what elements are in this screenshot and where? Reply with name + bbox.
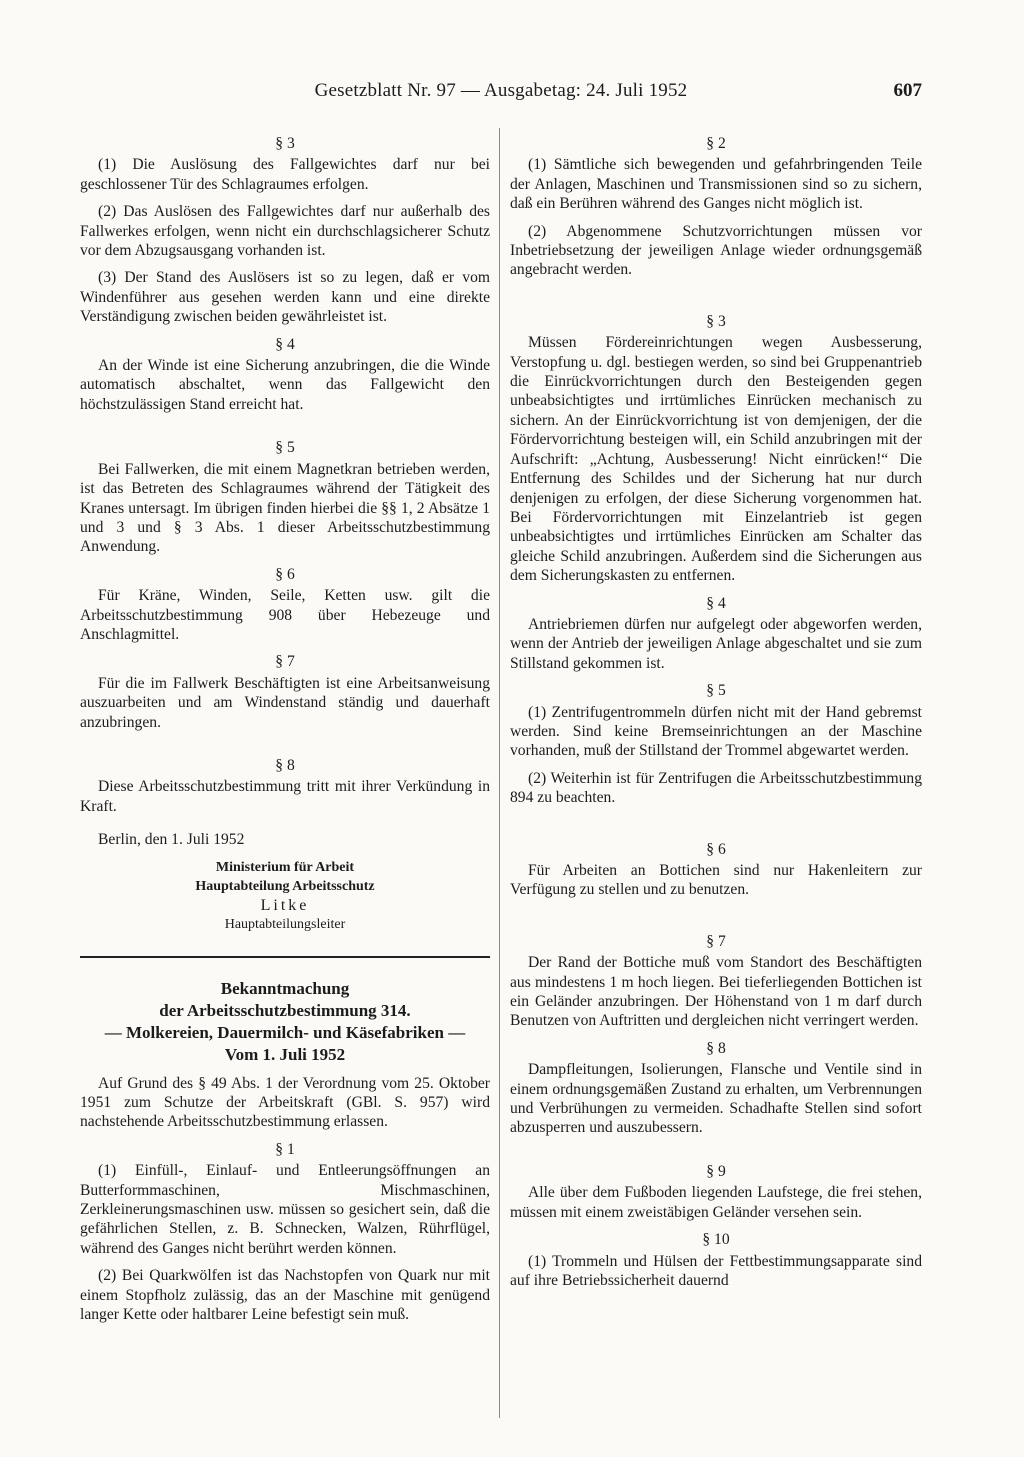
left-column [80, 128, 490, 1332]
section-heading: § 8 [275, 756, 295, 774]
section-heading: § 7 [706, 932, 726, 950]
paragraph: (1) Sämtliche sich bewegenden und gefahrbringenden Teile der Anlagen, Maschinen und Transmissionen sind so zu sichern, daß ein Berühren während des Ganges nicht möglich ist. [510, 156, 922, 213]
section-heading: § 9 [706, 1162, 726, 1180]
paragraph: (2) Das Auslösen des Fallgewichtes darf nur außerhalb des Fallwerkes erfolgen, wenn nicht ein durchschlagsicherer Schutz vor dem Abzugsausgang vorhanden ist. [80, 203, 490, 260]
section-heading: § 8 [706, 1039, 726, 1057]
paragraph: (2) Abgenommene Schutzvorrichtungen müssen vor Inbetriebsetzung der jeweiligen Anlage wieder ordnungsgemäß angebracht werden. [510, 222, 922, 279]
paragraph: (1) Trommeln und Hülsen der Fettbestimmungsapparate sind auf ihre Betriebssicherheit dauernd [510, 1252, 922, 1289]
notice-date: Vom 1. Juli 1952 [224, 1044, 346, 1064]
page-header [80, 80, 922, 110]
paragraph: (3) Der Stand des Auslösers ist so zu legen, daß er vom Windenführer aus gesehen werden kann und eine direkte Verständigung zwischen beiden gewährleistet ist. [80, 269, 490, 326]
paragraph: (1) Zentrifugentrommeln dürfen nicht mit der Hand gebremst werden. Sind keine Bremseinrichtungen an der Maschine vorhanden, muß der Stillstand der Trommel abgewartet werden. [510, 703, 922, 760]
section-divider [80, 956, 490, 958]
paragraph: (1) Einfüll-, Einlauf- und Entleerungsöffnungen an Butterformmaschinen, Mischmaschinen, Zerkleinerungsmaschinen usw. müssen so gesichert sein, daß die gefährlichen Stellen, z. B. Schnecken, Walzen, Rührflügel, während des Ganges nicht berührt werden können. [80, 1162, 490, 1257]
signature-department: Hauptabteilung Arbeitsschutz [195, 878, 375, 894]
right-column [510, 128, 922, 1298]
section-heading: § 6 [706, 840, 726, 858]
section-heading: § 5 [275, 439, 295, 457]
signature-ministry: Ministerium für Arbeit [215, 859, 355, 875]
paragraph: Auf Grund des § 49 Abs. 1 der Verordnung vom 25. Oktober 1951 zum Schutze der Arbeitskraft (GBl. S. 957) wird nachstehende Arbeitsschutzbestimmung erlassen. [80, 1074, 490, 1131]
notice-heading-2: der Arbeitsschutzbestimmung 314. [159, 1000, 411, 1020]
section-heading: § 6 [275, 565, 295, 583]
paragraph: Antriebriemen dürfen nur aufgelegt oder abgeworfen werden, wenn der Antrieb der jeweiligen Anlage abgeschaltet und sie zum Stillstand gekommen ist. [510, 615, 922, 672]
notice-heading-3: — Molkereien, Dauermilch- und Käsefabriken — [104, 1022, 466, 1042]
paragraph: Müssen Fördereinrichtungen wegen Ausbesserung, Verstopfung u. dgl. bestiegen werden, so sind bei Gruppenantrieb die Einrückvorrichtungen durch den Besteigenden gegen unbeabsichtigtes und irrtümliches Einrücken mechanisch zu sichern. An der Einrückvorrichtung ist von demjenigen, der die Fördervorrichtung besteigen will, ein Schild anzubringen mit der Aufschrift: „Achtung, Ausbesserung! Nicht einrücken!“ Die Entfernung des Schildes und der Sicherung hat nur durch denjenigen zu erfolgen, der diese Sicherung vorgenommen hat. Bei Fördervorrichtungen mit Einzelantrieb ist gegen unbeabsichtigtes und irrtümliches Einrücken am Schalter das gleiche Schild anzubringen. Außerdem sind die Sicherungen aus dem Sicherungskasten zu entfernen. [510, 334, 922, 585]
paragraph: Der Rand der Bottiche muß vom Standort des Beschäftigten aus mindestens 1 m hoch liegen. Bei tieferliegenden Bottichen ist ein Geländer anzubringen. Der Höhenstand von 1 m darf durch Benutzen von Auftritten und dergleichen nicht verringert werden. [510, 954, 922, 1030]
notice-heading-1: Bekanntmachung [220, 978, 350, 998]
page-number: 607 [893, 80, 922, 101]
section-heading: § 4 [275, 335, 295, 353]
paragraph: Dampfleitungen, Isolierungen, Flansche und Ventile sind in einem ordnungsgemäßen Zustand zu erhalten, um Verbrennungen und Verbrühungen zu vermeiden. Schadhafte Stellen sind sofort abzusperren und auszubessern. [510, 1061, 922, 1137]
header-title: Gesetzblatt Nr. 97 — Ausgabetag: 24. Juli 1952 [314, 80, 688, 101]
section-heading: § 7 [275, 653, 295, 671]
section-heading: § 3 [706, 312, 726, 330]
paragraph: Für Arbeiten an Bottichen sind nur Hakenleitern zur Verfügung zu stellen und zu benutzen. [510, 862, 922, 899]
paragraph: Für Kräne, Winden, Seile, Ketten usw. gilt die Arbeitsschutzbestimmung 908 über Hebezeuge und Anschlagmittel. [80, 587, 490, 643]
paragraph: (2) Bei Quarkwölfen ist das Nachstopfen von Quark nur mit einem Stopfholz zulässig, das an der Maschine mit genügend langer Kette oder haltbarer Leine befestigt sein muß. [80, 1267, 490, 1324]
section-heading: § 3 [275, 135, 295, 152]
column-divider [499, 128, 500, 1418]
section-heading: § 10 [702, 1231, 730, 1249]
section-heading: § 5 [706, 682, 726, 700]
signature-role: Hauptabteilungsleiter [224, 916, 346, 932]
paragraph: (2) Weiterhin ist für Zentrifugen die Arbeitsschutzbestimmung 894 zu beachten. [510, 769, 922, 807]
section-heading: § 4 [706, 594, 726, 612]
paragraph: Für die im Fallwerk Beschäftigten ist eine Arbeitsanweisung auszuarbeiten und am Windenstand ständig und dauerhaft anzubringen. [80, 674, 490, 731]
paragraph: An der Winde ist eine Sicherung anzubringen, die die Winde automatisch abschaltet, wenn das Fallgewicht den höchstzulässigen Stand erreicht hat. [80, 357, 490, 413]
paragraph: Bei Fallwerken, die mit einem Magnetkran betrieben werden, ist das Betreten des Schlagraumes während der Tätigkeit des Kranes untersagt. Im übrigen finden hierbei die §§ 1, 2 Absätze 1 und 3 und § 3 Abs. 1 dieser Arbeitsschutzbestimmung Anwendung. [80, 460, 490, 556]
section-heading: § 2 [706, 135, 726, 152]
paragraph: Alle über dem Fußboden liegenden Laufstege, die frei stehen, müssen mit einem zweistäbigen Geländer versehen sein. [510, 1184, 922, 1221]
section-heading: § 1 [275, 1140, 295, 1158]
paragraph: (1) Die Auslösung des Fallgewichtes darf nur bei geschlossener Tür des Schlagraumes erfolgen. [80, 156, 490, 193]
signature-block [80, 858, 490, 934]
paragraph: Diese Arbeitsschutzbestimmung tritt mit ihrer Verkündung in Kraft. [80, 778, 490, 815]
place-date: Berlin, den 1. Juli 1952 [98, 831, 245, 849]
signature-name: Litke [260, 896, 310, 914]
